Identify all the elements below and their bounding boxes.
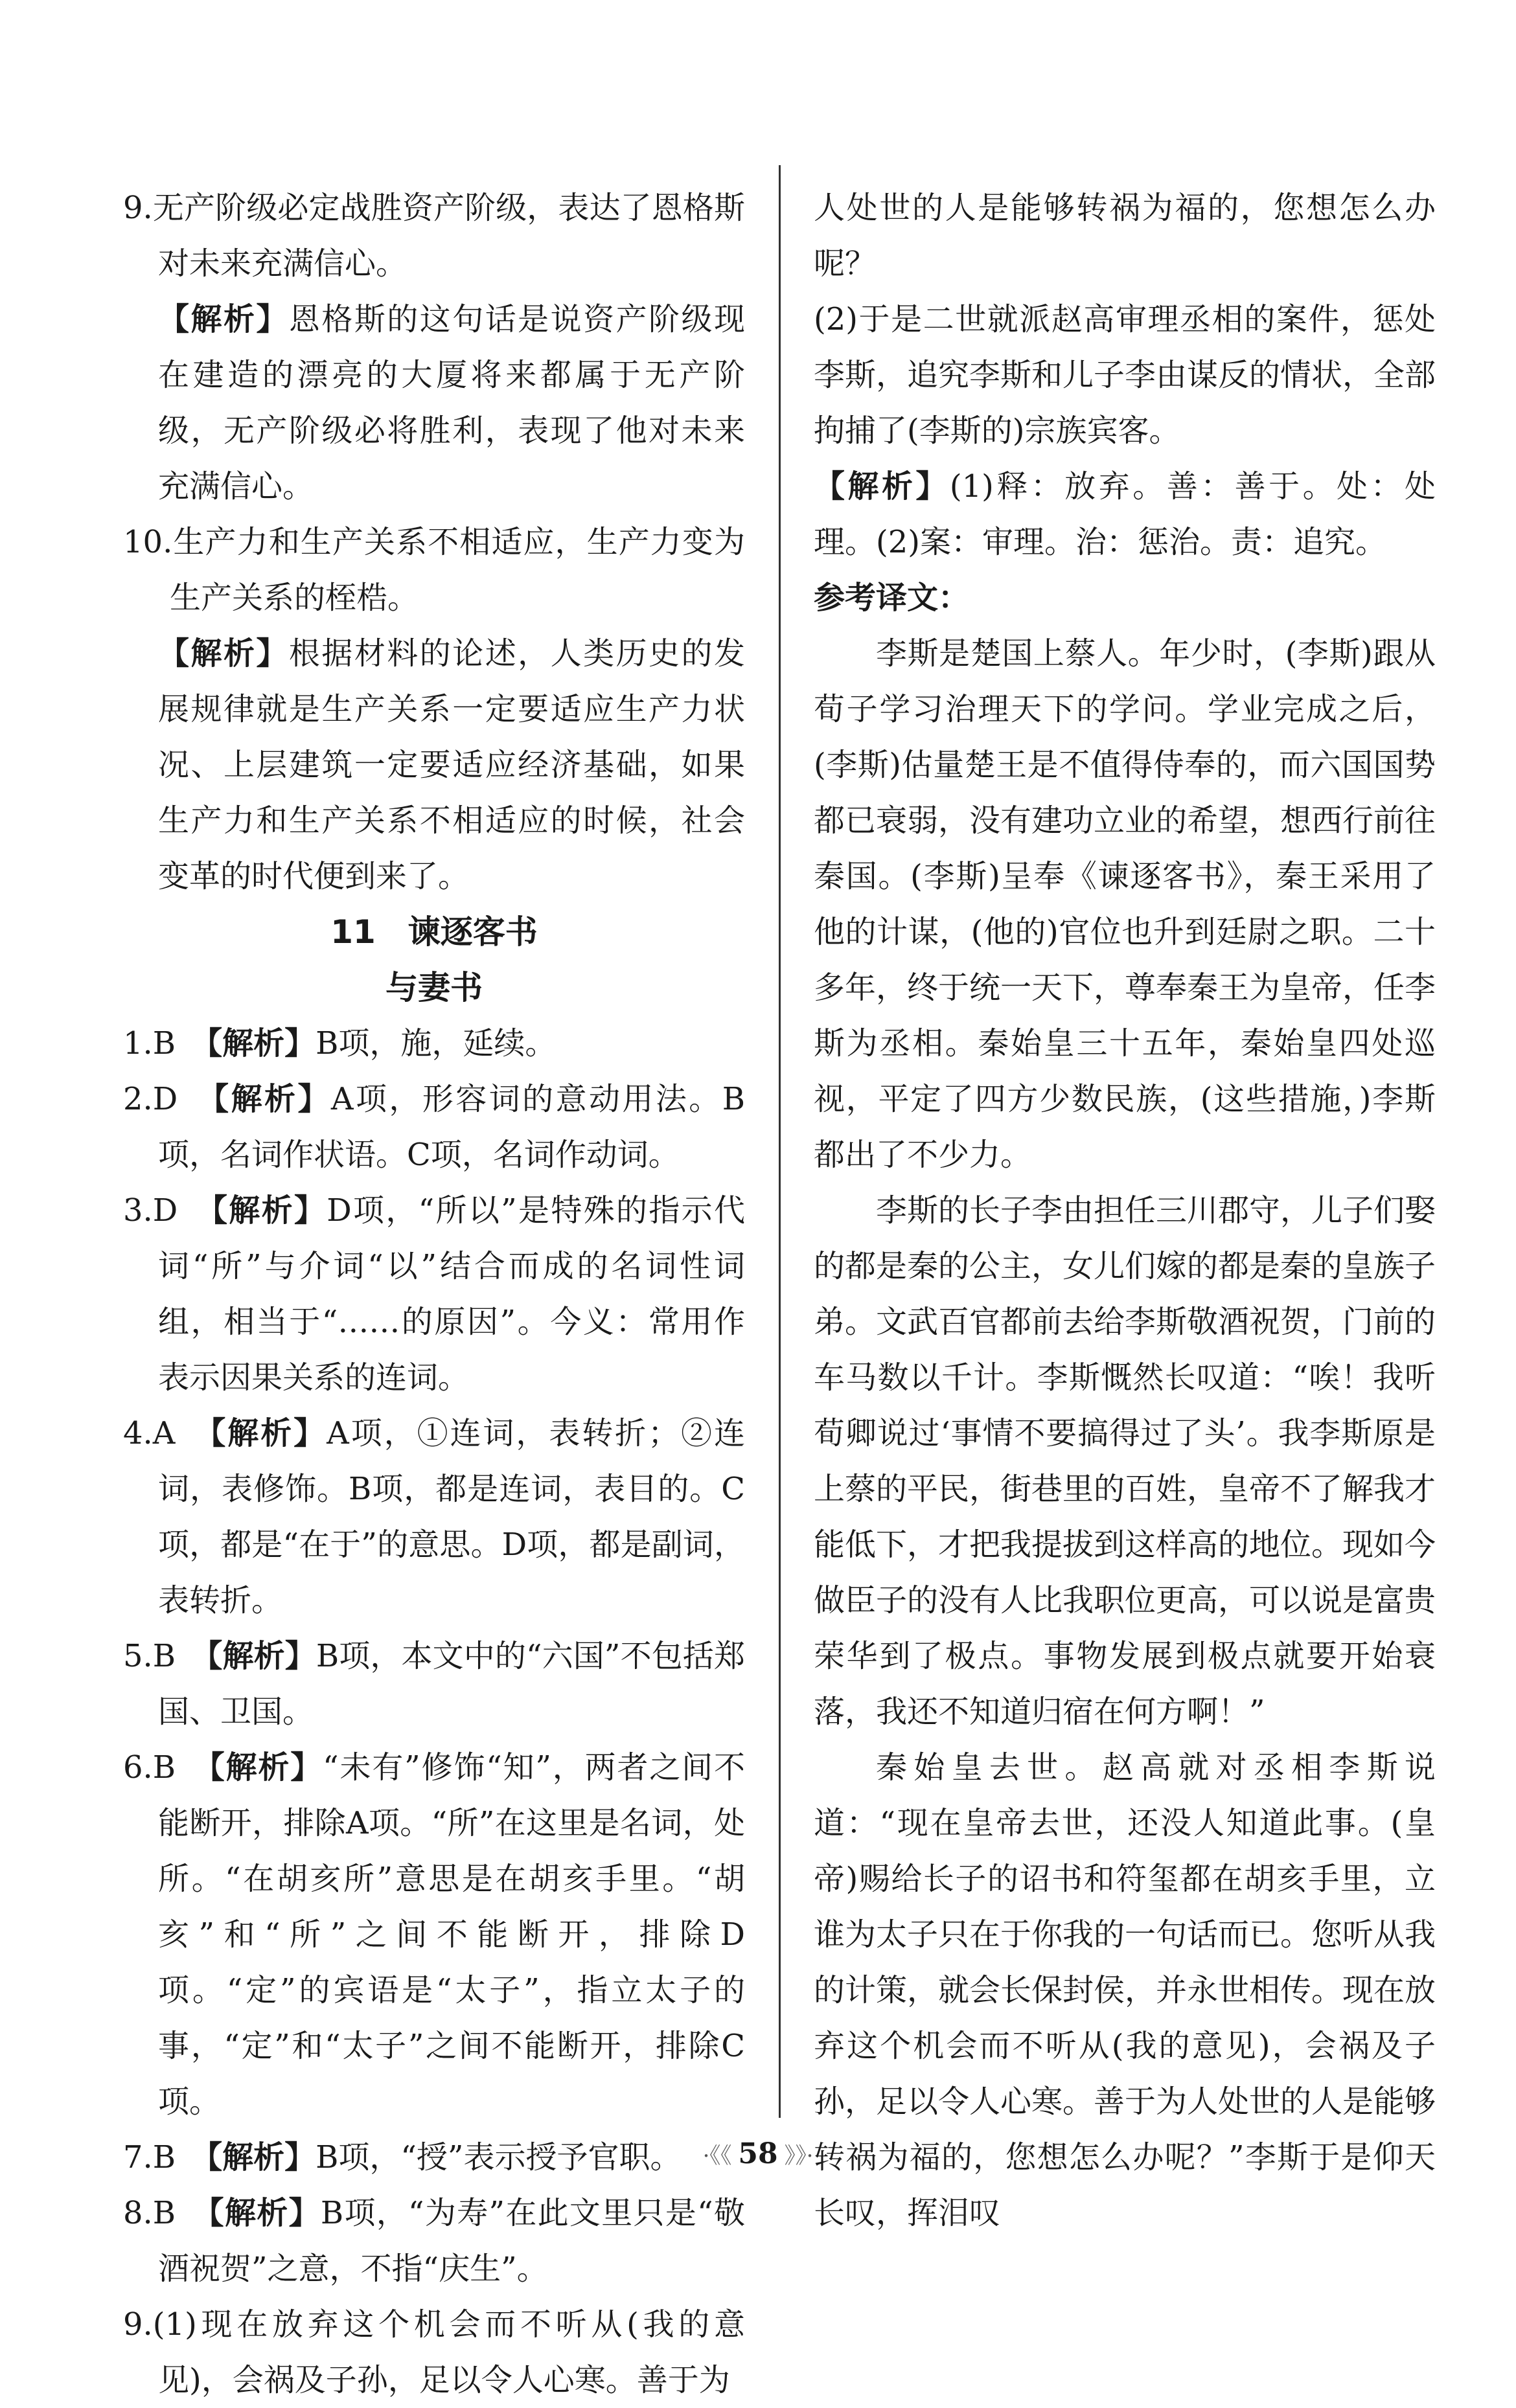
analysis-tag: 【解析】 [158, 301, 289, 337]
list-item: 4.A 【解析】A项，①连词，表转折；②连词，表修饰。B项，都是连词，表目的。C项，都是“在于”的意思。D项，都是副词，表转折。 [123, 1415, 745, 1619]
right-column [814, 180, 1436, 2241]
column-divider [779, 165, 781, 2118]
left-column [123, 180, 745, 2408]
translation-paragraph: 李斯是楚国上蔡人。年少时，(李斯)跟从荀子学习治理天下的学问。学业完成之后，(李斯)估量楚王是不值得侍奉的，而六国国势都已衰弱，没有建功立业的希望，想西行前往秦国。(李斯)呈奉《谏逐客书》，秦王采用了他的计谋，(他的)官位也升到廷尉之职。二十多年，终于统一天下，尊奉秦王为皇帝，任李斯为丞相。秦始皇三十五年，秦始皇四处巡视，平定了四方少数民族，(这些措施，)李斯都出了不少力。 [814, 635, 1436, 1173]
answer-list [123, 1016, 745, 2297]
list-item: 8.B 【解析】B项，“为寿”在此文里只是“敬酒祝贺”之意，不指“庆生”。 [123, 2195, 745, 2287]
list-item: 6.B 【解析】“未有”修饰“知”，两者之间不能断开，排除A项。“所”在这里是名词，处所。“在胡亥所”意思是在胡亥手里。“胡亥”和“所”之间不能断开，排除D项。“定”的宾语是“太子”，指立太子的事，“定”和“太子”之间不能断开，排除C项。 [123, 1749, 745, 2120]
list-item: 5.B 【解析】B项，本文中的“六国”不包括郑国、卫国。 [123, 1638, 745, 1730]
left-ornament-icon: ·《《 [702, 2143, 732, 2169]
answer-9-continuation: 人处世的人是能够转祸为福的，您想怎么办呢？ [814, 190, 1436, 282]
answer-9-part2: (2)于是二世就派赵高审理丞相的案件，惩处李斯，追究李斯和儿子李由谋反的情状，全部拘捕了(李斯的)宗族宾客。 [814, 301, 1436, 449]
page-number: 58 [738, 2137, 778, 2170]
list-item: 1.B 【解析】B项，施，延续。 [123, 1025, 557, 1062]
analysis-9: 【解析】恩格斯的这句话是说资产阶级现在建造的漂亮的大厦将来都属于无产阶级，无产阶级必将胜利，表现了他对未来充满信心。 [158, 301, 745, 505]
answer-9: 9.无产阶级必定战胜资产阶级，表达了恩格斯对未来充满信心。 [123, 190, 745, 282]
answer-9-translation: 9.(1)现在放弃这个机会而不听从(我的意见)，会祸及子孙，足以令人心寒。善于为 [123, 2306, 745, 2398]
page-footer [0, 2137, 1516, 2170]
list-item: 2.D 【解析】A项，形容词的意动用法。B项，名词作状语。C项，名词作动词。 [123, 1081, 745, 1173]
analysis-tag: 【解析】 [814, 468, 950, 505]
analysis-tag: 【解析】 [158, 635, 289, 672]
answer-10: 10.生产力和生产关系不相适应，生产力变为生产关系的桎梏。 [123, 524, 745, 616]
translation-paragraph: 李斯的长子李由担任三川郡守，儿子们娶的都是秦的公主，女儿们嫁的都是秦的皇族子弟。文武百官都前去给李斯敬酒祝贺，门前的车马数以千计。李斯慨然长叹道：“唉！我听荀卿说过‘事情不要搞得过了头’。我李斯原是上蔡的平民，街巷里的百姓，皇帝不了解我才能低下，才把我提拔到这样高的地位。现如今做臣子的没有人比我职位更高，可以说是富贵荣华到了极点。事物发展到极点就要开始衰落，我还不知道归宿在何方啊！” [814, 1192, 1436, 1730]
analysis-9-vocab: 【解析】(1)释：放弃。善：善于。处：处理。(2)案：审理。治：惩治。责：追究。 [814, 468, 1436, 560]
section-subtitle: 与妻书 [385, 969, 483, 1006]
section-title: 11 谏逐客书 [330, 913, 538, 951]
right-ornament-icon: 》》· [784, 2143, 814, 2169]
translation-paragraph: 秦始皇去世。赵高就对丞相李斯说道：“现在皇帝去世，还没人知道此事。(皇帝)赐给长子的诏书和符玺都在胡亥手里，立谁为太子只在于你我的一句话而已。您听从我的计策，就会长保封侯，并永世相传。现在放弃这个机会而不听从(我的意见)，会祸及子孙，足以令人心寒。善于为人处世的人是能够转祸为福的，您想怎么办呢？”李斯于是仰天长叹，挥泪叹 [814, 1749, 1436, 2231]
reference-translation-label: 参考译文： [814, 580, 970, 616]
analysis-10: 【解析】根据材料的论述，人类历史的发展规律就是生产关系一定要适应生产力状况、上层建筑一定要适应经济基础，如果生产力和生产关系不相适应的时候，社会变革的时代便到来了。 [158, 635, 745, 894]
list-item: 7.B 【解析】B项，“授”表示授予官职。 [123, 2139, 682, 2175]
list-item: 3.D 【解析】D项，“所以”是特殊的指示代词“所”与介词“以”结合而成的名词性词组，相当于“……的原因”。今义：常用作表示因果关系的连词。 [123, 1192, 745, 1396]
